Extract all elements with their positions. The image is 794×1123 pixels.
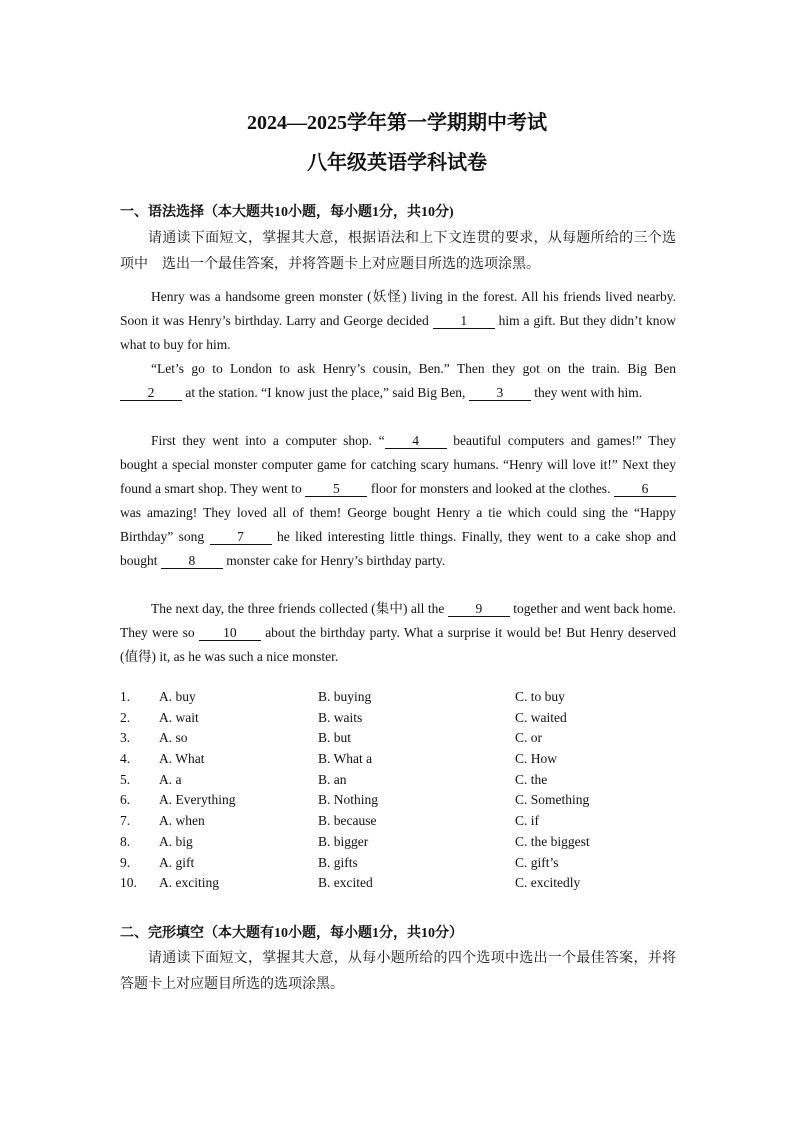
question-number: 8.: [120, 833, 131, 849]
blank-10: 10: [199, 625, 261, 641]
option-row: [120, 710, 680, 731]
question-number: 4.: [120, 751, 131, 767]
passage-text: Henry was a handsome green monster (妖怪) living in the forest. All his friends lived nearby. Soon it was Henry’s birthday. Larry and George decided: [120, 289, 676, 328]
passage-text: he liked interesting little things. Finally, they went to a cake shop and bought: [120, 529, 677, 568]
options-list: [120, 689, 680, 896]
option-b: B. Nothing: [318, 792, 379, 808]
question-number: 9.: [120, 854, 131, 870]
passage-text: floor for monsters and looked at the clothes.: [367, 481, 614, 496]
option-b: B. buying: [318, 689, 372, 704]
section1-instruction: 请通读下面短文，掌握其大意，根据语法和上下文连贯的要求，从每题所给的三个选项中 选出一个最佳答案，并将答题卡上对应题目所选的选项涂黑。: [120, 231, 676, 272]
option-row: [120, 875, 680, 896]
option-c: C. the: [515, 771, 548, 787]
blank-7: 7: [210, 529, 272, 545]
option-a: A. wait: [159, 709, 199, 725]
passage-paragraph-4: [120, 597, 676, 669]
blank-1: 1: [433, 313, 495, 329]
question-number: 6.: [120, 792, 131, 808]
option-a: A. Everything: [159, 792, 236, 808]
question-number: 5.: [120, 771, 131, 787]
question-number: 10.: [120, 875, 137, 891]
passage-paragraph-1: [120, 285, 676, 357]
passage-text: The next day, the three friends collected (集中) all the: [151, 601, 448, 616]
option-c: C. gift’s: [515, 854, 559, 870]
option-c: C. excitedly: [515, 875, 581, 891]
option-a: A. exciting: [159, 875, 219, 891]
passage-text: about the birthday party. What a surprise it would be! But Henry deserved (值得) it, as he was such a nice monster.: [120, 625, 676, 664]
option-row: [120, 730, 680, 751]
blank-3: 3: [469, 385, 531, 401]
option-row: [120, 834, 680, 855]
option-b: B. gifts: [318, 854, 358, 870]
blank-8: 8: [161, 553, 223, 569]
question-number: 3.: [120, 730, 131, 746]
question-number: 7.: [120, 813, 131, 829]
passage-text: was amazing! They loved all of them! George bought Henry a tie which could sing the “Happy Birthday” song: [120, 505, 676, 544]
passage-text: at the station. “I know just the place,” said Big Ben,: [182, 385, 469, 400]
option-row: [120, 751, 680, 772]
option-c: C. How: [515, 751, 558, 767]
option-c: C. to buy: [515, 689, 565, 704]
question-number: 1.: [120, 689, 131, 704]
blank-5: 5: [305, 481, 367, 497]
option-b: B. bigger: [318, 833, 369, 849]
blank-9: 9: [448, 601, 510, 617]
section2-instruction: 请通读下面短文，掌握其大意，从每小题所给的四个选项中选出一个最佳答案，并将答题卡上对应题目所选的选项涂黑。: [120, 951, 676, 992]
blank-2: 2: [120, 385, 182, 401]
passage-text: “Let’s go to London to ask Henry’s cousin, Ben.” Then they got on the train. Big Ben: [151, 361, 676, 376]
option-c: C. Something: [515, 792, 590, 808]
option-row: [120, 792, 680, 813]
option-b: B. excited: [318, 875, 373, 891]
option-a: A. buy: [159, 689, 196, 704]
question-number: 2.: [120, 709, 131, 725]
passage-paragraph-2: [120, 357, 676, 405]
option-b: B. because: [318, 813, 377, 829]
option-b: B. waits: [318, 709, 363, 725]
exam-title: 2024—2025学年第一学期期中考试: [247, 112, 547, 134]
passage-text: First they went into a computer shop. “: [151, 433, 385, 448]
option-b: B. but: [318, 730, 352, 746]
option-b: B. an: [318, 771, 347, 787]
passage-text: monster cake for Henry’s birthday party.: [222, 553, 446, 568]
option-a: A. a: [159, 771, 182, 787]
option-a: A. when: [159, 813, 205, 829]
option-a: A. gift: [159, 854, 195, 870]
option-a: A. big: [159, 833, 193, 849]
option-c: C. waited: [515, 709, 567, 725]
exam-subtitle: 八年级英语学科试卷: [307, 152, 487, 174]
option-a: A. What: [159, 751, 205, 767]
option-row: [120, 772, 680, 793]
passage-text: beautiful computers and games!” They bought a special monster computer game for catching scary humans. “Henry will love it!” Next they found a smart shop. They went to: [120, 433, 676, 496]
option-b: B. What a: [318, 751, 373, 767]
option-a: A. so: [159, 730, 188, 746]
section1-heading: 一、语法选择（本大题共10小题，每小题1分，共10分): [120, 205, 454, 220]
option-row: [120, 813, 680, 834]
option-c: C. or: [515, 730, 542, 746]
option-row: [120, 689, 680, 710]
passage-text: together and went back home. They were so: [120, 601, 676, 640]
option-c: C. the biggest: [515, 833, 590, 849]
blank-4: 4: [385, 433, 447, 449]
passage-text: him a gift. But they didn’t know what to buy for him.: [120, 313, 676, 352]
option-c: C. if: [515, 813, 540, 829]
option-row: [120, 855, 680, 876]
section2-heading: 二、完形填空（本大题有10小题，每小题1分，共10分）: [120, 926, 463, 941]
passage-paragraph-3: [120, 429, 676, 573]
passage-text: they went with him.: [530, 385, 643, 400]
blank-6: 6: [614, 481, 676, 497]
